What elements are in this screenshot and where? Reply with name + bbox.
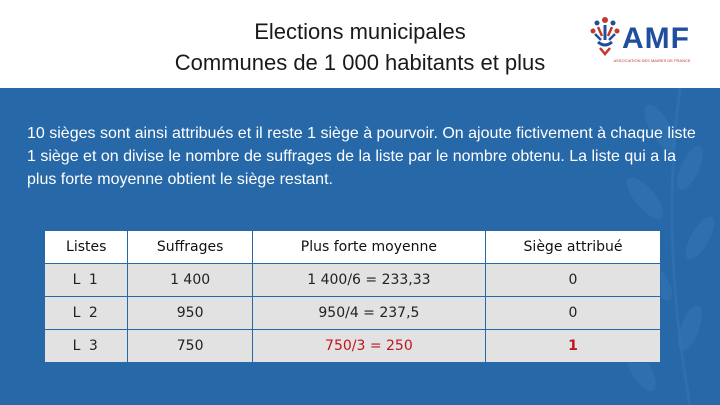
amf-figures-logo-icon: [588, 14, 622, 58]
cell-suffrages: 1 400: [128, 264, 252, 297]
table-row: [45, 297, 661, 330]
cell-siege-winner: 1: [486, 330, 661, 363]
title-line-1: Elections municipales: [254, 19, 466, 44]
cell-liste: L 1: [45, 264, 128, 297]
header-listes: Listes: [45, 231, 128, 264]
cell-suffrages: 950: [128, 297, 252, 330]
table-row: [45, 264, 661, 297]
results-table: [44, 230, 661, 363]
cell-siege: 0: [486, 297, 661, 330]
cell-liste: L 3: [45, 330, 128, 363]
cell-moyenne: 1 400/6 = 233,33: [252, 264, 485, 297]
logo-wordmark: AMF: [622, 22, 690, 55]
cell-moyenne-winner: 750/3 = 250: [252, 330, 485, 363]
slide-header: [0, 0, 720, 88]
cell-moyenne: 950/4 = 237,5: [252, 297, 485, 330]
header-siege-attribue: Siège attribué: [486, 231, 661, 264]
intro-paragraph: 10 sièges sont ainsi attribués et il reste 1 siège à pourvoir. On ajoute fictivement à chaque liste 1 siège et on divise le nombre de suffrages de la liste par le nombre obtenu. La liste qui a la plus forte moyenne obtient le siège restant.: [27, 125, 696, 188]
table-header-row: [45, 231, 661, 264]
table-row: [45, 330, 661, 363]
cell-suffrages: 750: [128, 330, 252, 363]
title-line-2: Communes de 1 000 habitants et plus: [174, 50, 546, 75]
header-suffrages: Suffrages: [128, 231, 252, 264]
cell-liste: L 2: [45, 297, 128, 330]
logo-tagline: ASSOCIATION DES MAIRES DE FRANCE: [613, 58, 691, 63]
content-panel: [0, 88, 720, 405]
header-plus-forte-moyenne: Plus forte moyenne: [252, 231, 485, 264]
cell-siege: 0: [486, 264, 661, 297]
amf-logo: [588, 14, 708, 70]
page-title: [100, 16, 620, 78]
